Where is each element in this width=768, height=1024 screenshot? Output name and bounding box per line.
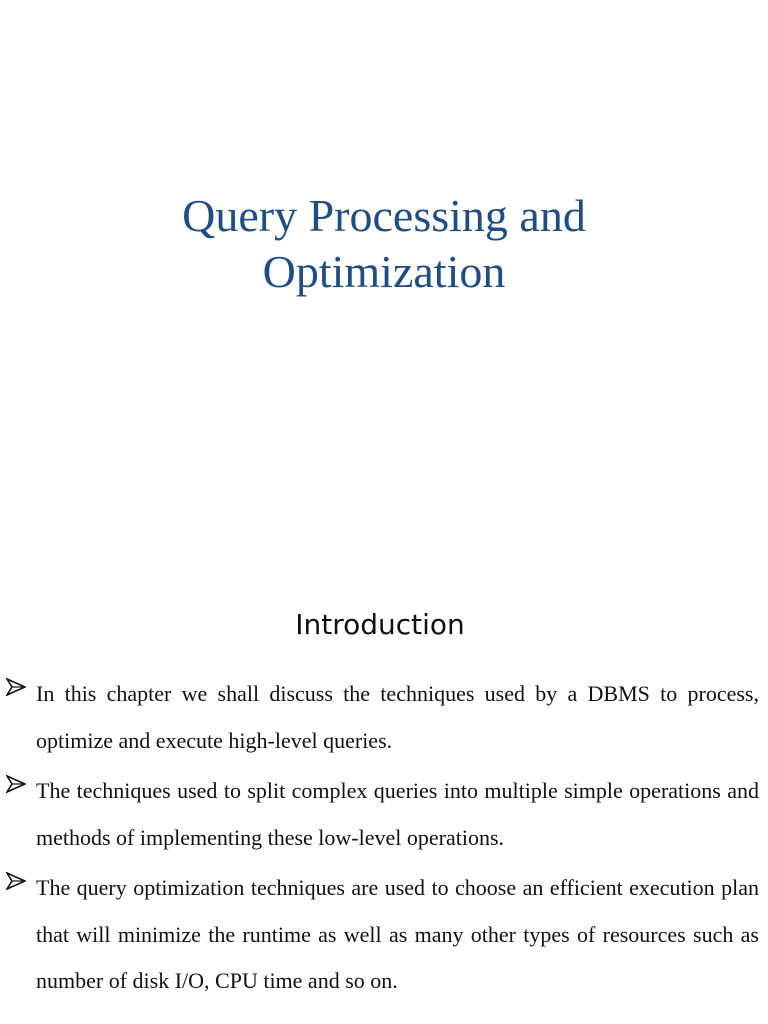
arrow-bullet-icon <box>6 775 26 793</box>
title-line-2: Optimization <box>262 246 506 297</box>
bullet-item <box>0 865 759 1005</box>
arrow-bullet-icon <box>6 678 26 696</box>
bullet-text: The query optimization techniques are used to choose an efficient execution plan that will minimize the runtime as well as many other types of resources such as number of disk I/O, CPU time and so on. <box>36 875 759 993</box>
bullet-item <box>0 671 759 764</box>
bullet-item <box>0 768 759 861</box>
section-heading: Introduction <box>295 608 465 641</box>
bullet-text: The techniques used to split complex queries into multiple simple operations and methods of implementing these low-level operations. <box>36 778 759 850</box>
title-line-1: Query Processing and <box>182 190 586 241</box>
bullet-text: In this chapter we shall discuss the techniques used by a DBMS to process, optimize and execute high-level queries. <box>36 681 759 753</box>
page-title <box>0 188 768 300</box>
arrow-bullet-icon <box>6 872 26 890</box>
bullet-list <box>0 671 768 1009</box>
